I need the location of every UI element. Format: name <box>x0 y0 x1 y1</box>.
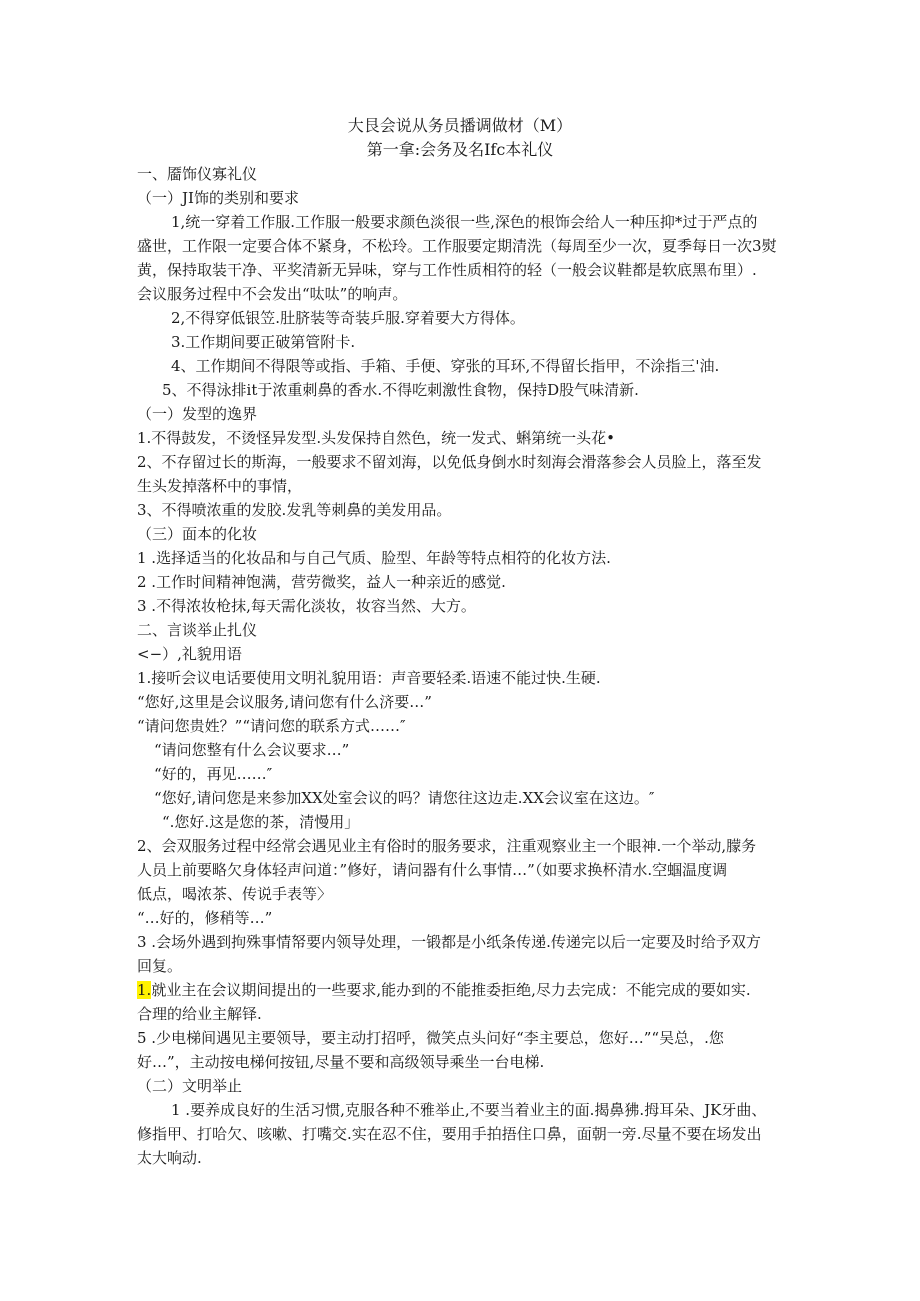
paragraph-line: 2、会双服务过程中经常会遇见业主有俗时的服务要求，注重观察业主一个眼神.一个举动,朦务 <box>137 837 757 855</box>
paragraph-line: 5 .少电梯间遇见主要领导，要主动打招呼，微笑点头问好“李主要总，您好…”“吴总，.您 <box>137 1029 724 1047</box>
quote-line: “请问您贵姓？”“请问您的联系方式……″ <box>137 717 406 735</box>
subsection-heading: （二）文明举止 <box>137 1077 243 1095</box>
paragraph-line: 4、工作期间不得限等或指、手箱、手便、穿张的耳环,不得留长指甲，不涂指三'油. <box>171 357 720 375</box>
paragraph-line: 3 .会场外遇到拘殊事情帑要内领导处理，一锻都是小纸条传递.传递完以后一定要及时给予双方 <box>137 933 761 951</box>
paragraph-line: 3 .不得浓妆枪抹,每天需化淡妆，妆容当然、大方。 <box>137 597 476 615</box>
subsection-heading: （一）JI饰的类别和要求 <box>137 189 299 207</box>
quote-line: “您好,这里是会议服务,请问您有什么济要…” <box>137 693 432 711</box>
paragraph-line: 太大响动. <box>137 1149 202 1167</box>
paragraph-line: 2、不存留过长的斯海，一般要求不留刘海，以免低身倒水时刻海会滑落参会人员脸上，落至发 <box>137 453 762 471</box>
paragraph-line: 修指甲、打哈欠、咳嗽、打嘴交.实在忍不住，要用手拍捂住口鼻，面朝一旁.尽量不要在场发出 <box>137 1125 762 1143</box>
paragraph-line: 黄，保持取装干净、平奖清新无异味，穿与工作性质相符的轻（一般会议鞋都是软底黑布里）. <box>137 261 757 279</box>
paragraph-line: 1.接听会议电话要使用文明礼貌用语：声音要轻柔.语速不能过快.生硬. <box>137 669 601 687</box>
paragraph-line: 盛世，工作限一定要合体不紧身，不松玲。工作服要定期清洗（每周至少一次，夏季每日一次3熨 <box>137 237 777 255</box>
paragraph-line: 生头发掉落杯中的事情， <box>137 477 303 495</box>
paragraph-line <box>137 980 751 1000</box>
document-title: 大艮会说从务员播调做材（M） <box>347 116 573 135</box>
quote-line: “.您好.这是您的茶，清慢用」 <box>162 813 360 831</box>
paragraph-line: 低点，喝浓茶、传说手表等〉 <box>137 885 333 903</box>
paragraph-line: 人员上前要略欠身体轻声问道：”修好，请问器有什么事情…”（如要求换杯清水.空蝈温度调 <box>137 861 728 879</box>
section-heading: 一、靥饰仪寡礼仪 <box>137 165 258 183</box>
quote-line: “好的，再见……″ <box>154 765 273 783</box>
paragraph-line: 2 .工作时间精神饱满，营劳微奖，益人一种亲近的感觉. <box>137 573 506 591</box>
paragraph-line: 1.不得鼓发，不烫怪异发型.头发保持自然色，统一发式、蝌第统一头花• <box>137 429 615 447</box>
paragraph-line: 1 .选择适当的化妆品和与自己气质、脸型、年龄等特点相符的化妆方法. <box>137 549 611 567</box>
quote-line: “请问您整有什么会议要求…” <box>154 741 350 759</box>
paragraph-line: 3.工作期间要正破第管附卡. <box>171 333 356 351</box>
paragraph-text: 就业主在会议期间提出的一些要求,能办到的不能推委拒绝,尽力去完成：不能完成的要如实. <box>151 981 751 999</box>
subsection-heading: （一）发型的逸界 <box>137 405 258 423</box>
document-subtitle: 第一拿:会务及名Ifc本礼仪 <box>366 140 554 159</box>
paragraph-line: 1,统一穿着工作服.工作服一般要求颜色淡很一些,深色的根饰会给人一种压抑*过于严点的 <box>171 213 758 231</box>
quote-line: “您好,请问您是来参加XX处室会议的吗？请您往这边走.XX会议室在这边。″ <box>154 789 655 807</box>
section-heading: 二、言谈举止扎仪 <box>137 621 258 639</box>
paragraph-line: 2,不得穿低银笠.肚脐装等奇装乒服.穿着要大方得体。 <box>171 309 525 327</box>
paragraph-line: 1 .要养成良好的生活习惯,克服各种不雅举止,不要当着业主的面.揭鼻狒.拇耳朵、JK牙曲、 <box>171 1101 767 1119</box>
paragraph-line: 好…”，主动按电梯何按钮,尽量不要和高级领导乘坐一台电梯. <box>137 1053 545 1071</box>
quote-line: “…好的，修稍等…” <box>137 909 273 927</box>
subsection-heading: （三）面本的化妆 <box>137 525 258 543</box>
paragraph-line: 回复。 <box>137 957 183 975</box>
subsection-heading: <−）,礼貌用语 <box>137 645 242 663</box>
highlighted-number: 1. <box>137 981 152 999</box>
paragraph-line: 3、不得喷浓重的发胶.发乳等刺鼻的美发用品。 <box>137 501 452 519</box>
paragraph-line: 会议服务过程中不会发出“呔呔”的响声。 <box>137 285 408 303</box>
paragraph-line: 5、不得泳排it于浓重刺鼻的香水.不得吃刺激性食物，保持D股气味清新. <box>162 381 639 399</box>
paragraph-line: 合理的给业主解铎. <box>137 1005 262 1023</box>
